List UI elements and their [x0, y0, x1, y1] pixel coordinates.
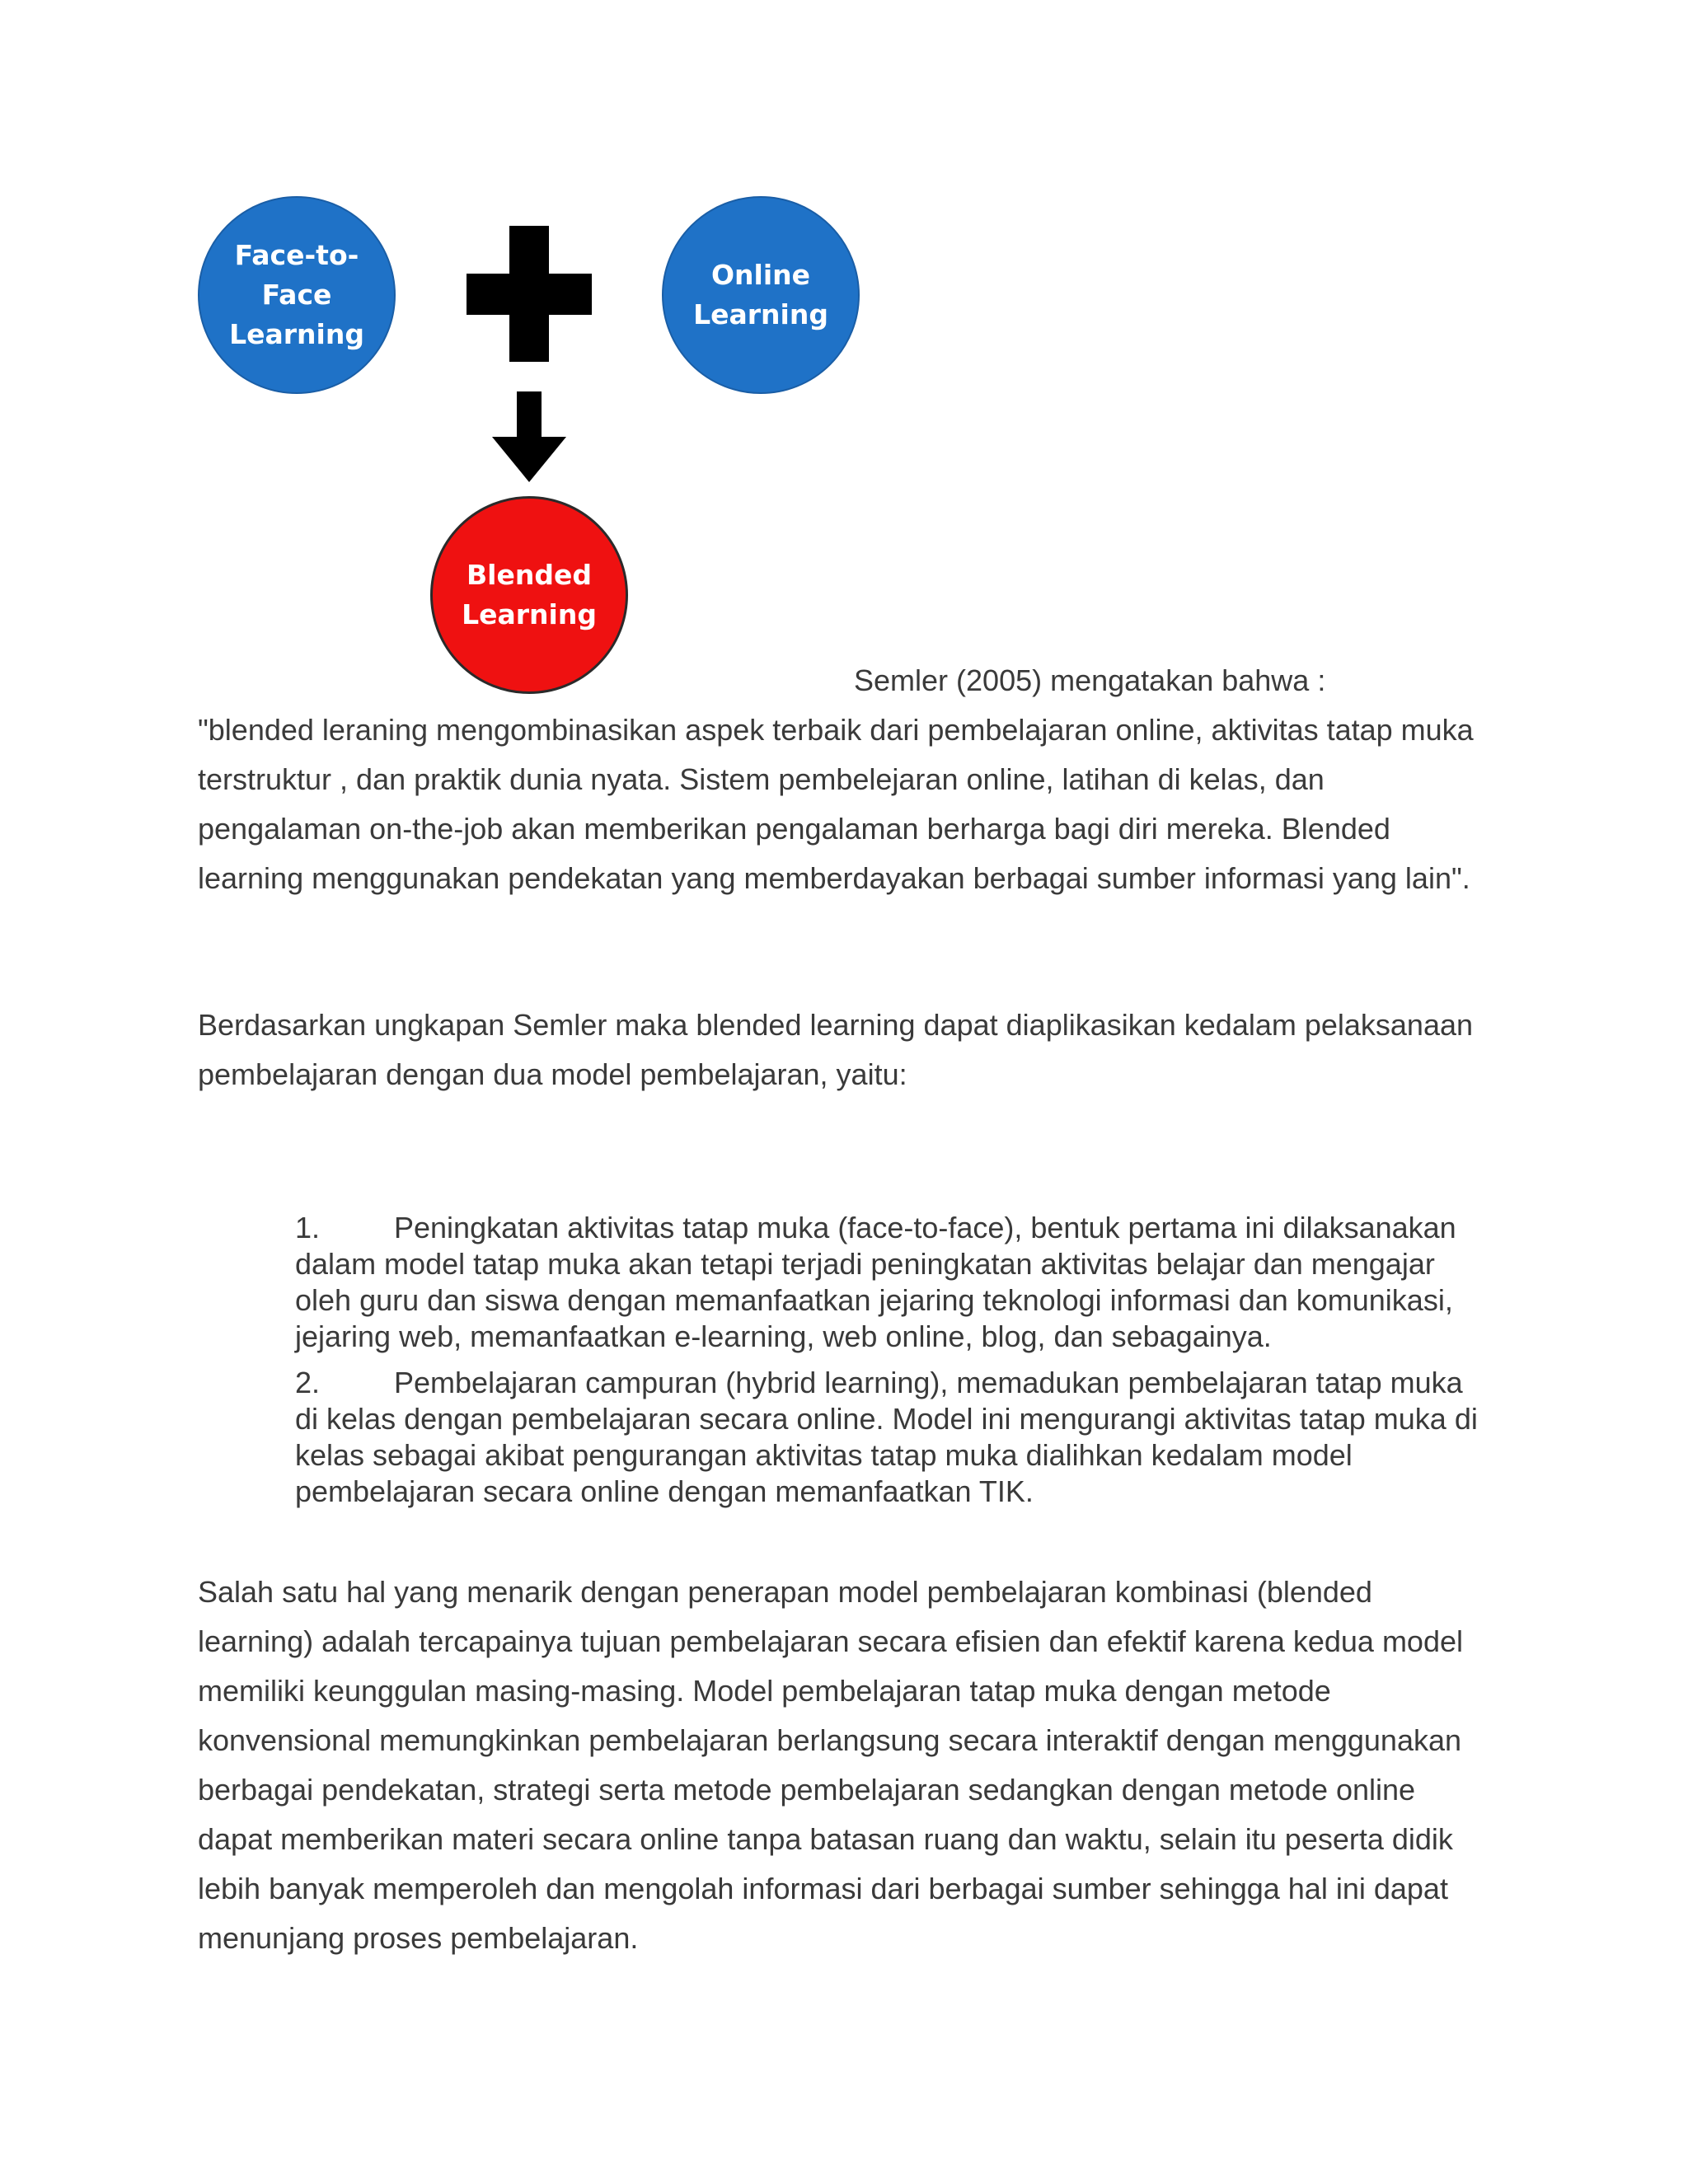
blended-learning-diagram: [190, 190, 865, 701]
list-item: [295, 1210, 1482, 1355]
plus-icon: [467, 226, 592, 362]
paragraph-models-intro: Berdasarkan ungkapan Semler maka blended learning dapat diaplikasikan kedalam pelaksanaan pembelajaran dengan dua model pembelajaran, yaitu:: [198, 1008, 1474, 1091]
list-item-text: Pembelajaran campuran (hybrid learning), memadukan pembelajaran tatap muka di kelas dengan pembelajaran secara online. Model ini mengurangi aktivitas tatap muka di kelas sebagai akibat pengurangan aktivitas tatap muka dialihkan kedalam model pembelajaran secara online dengan memanfaatkan TIK.: [295, 1366, 1478, 1508]
list-item-number: 1.: [295, 1211, 321, 1244]
model-list: [295, 1210, 1482, 1520]
blended-learning-label: Blended Learning: [462, 559, 597, 630]
list-item-number: 2.: [295, 1366, 321, 1399]
face-to-face-learning-circle: [198, 196, 396, 394]
semler-quote: "blended leraning mengombinasikan aspek terbaik dari pembelajaran online, aktivitas tatap muka terstruktur , dan praktik dunia nyata. Sistem pembelejaran online, latihan di kelas, dan pengalaman on-the-job akan memberikan pengalaman berharga bagi diri mereka. Blended learning menggunakan pendekatan yang memberdayakan berbagai sumber informasi yang lain".: [198, 713, 1474, 895]
face-to-face-label: Face-to- Face Learning: [229, 239, 364, 350]
list-item: [295, 1365, 1482, 1510]
online-learning-label: Online Learning: [693, 259, 828, 330]
blended-learning-circle: [430, 496, 628, 694]
list-item-text: Peningkatan aktivitas tatap muka (face-to-face), bentuk pertama ini dilaksanakan dalam model tatap muka akan tetapi terjadi peningkatan aktivitas belajar dan mengajar oleh guru dan siswa dengan memanfaatkan jejaring teknologi informasi dan komunikasi, jejaring web, memanfaatkan e-learning, web online, blog, dan sebagainya.: [295, 1211, 1456, 1353]
arrow-down-icon: [492, 391, 566, 482]
online-learning-circle: [662, 196, 860, 394]
paragraph-conclusion: Salah satu hal yang menarik dengan penerapan model pembelajaran kombinasi (blended learning) adalah tercapainya tujuan pembelajaran secara efisien dan efektif karena kedua model memiliki keunggulan masing-masing. Model pembelajaran tatap muka dengan metode konvensional memungkinkan pembelajaran berlangsung secara interaktif dengan menggunakan berbagai pendekatan, strategi serta metode pembelajaran sedangkan dengan metode online dapat memberikan materi secara online tanpa batasan ruang dan waktu, selain itu peserta didik lebih banyak memperoleh dan mengolah informasi dari berbagai sumber sehingga hal ini dapat menunjang proses pembelajaran.: [198, 1575, 1463, 1955]
intro-text: Semler (2005) mengatakan bahwa :: [854, 663, 1326, 697]
